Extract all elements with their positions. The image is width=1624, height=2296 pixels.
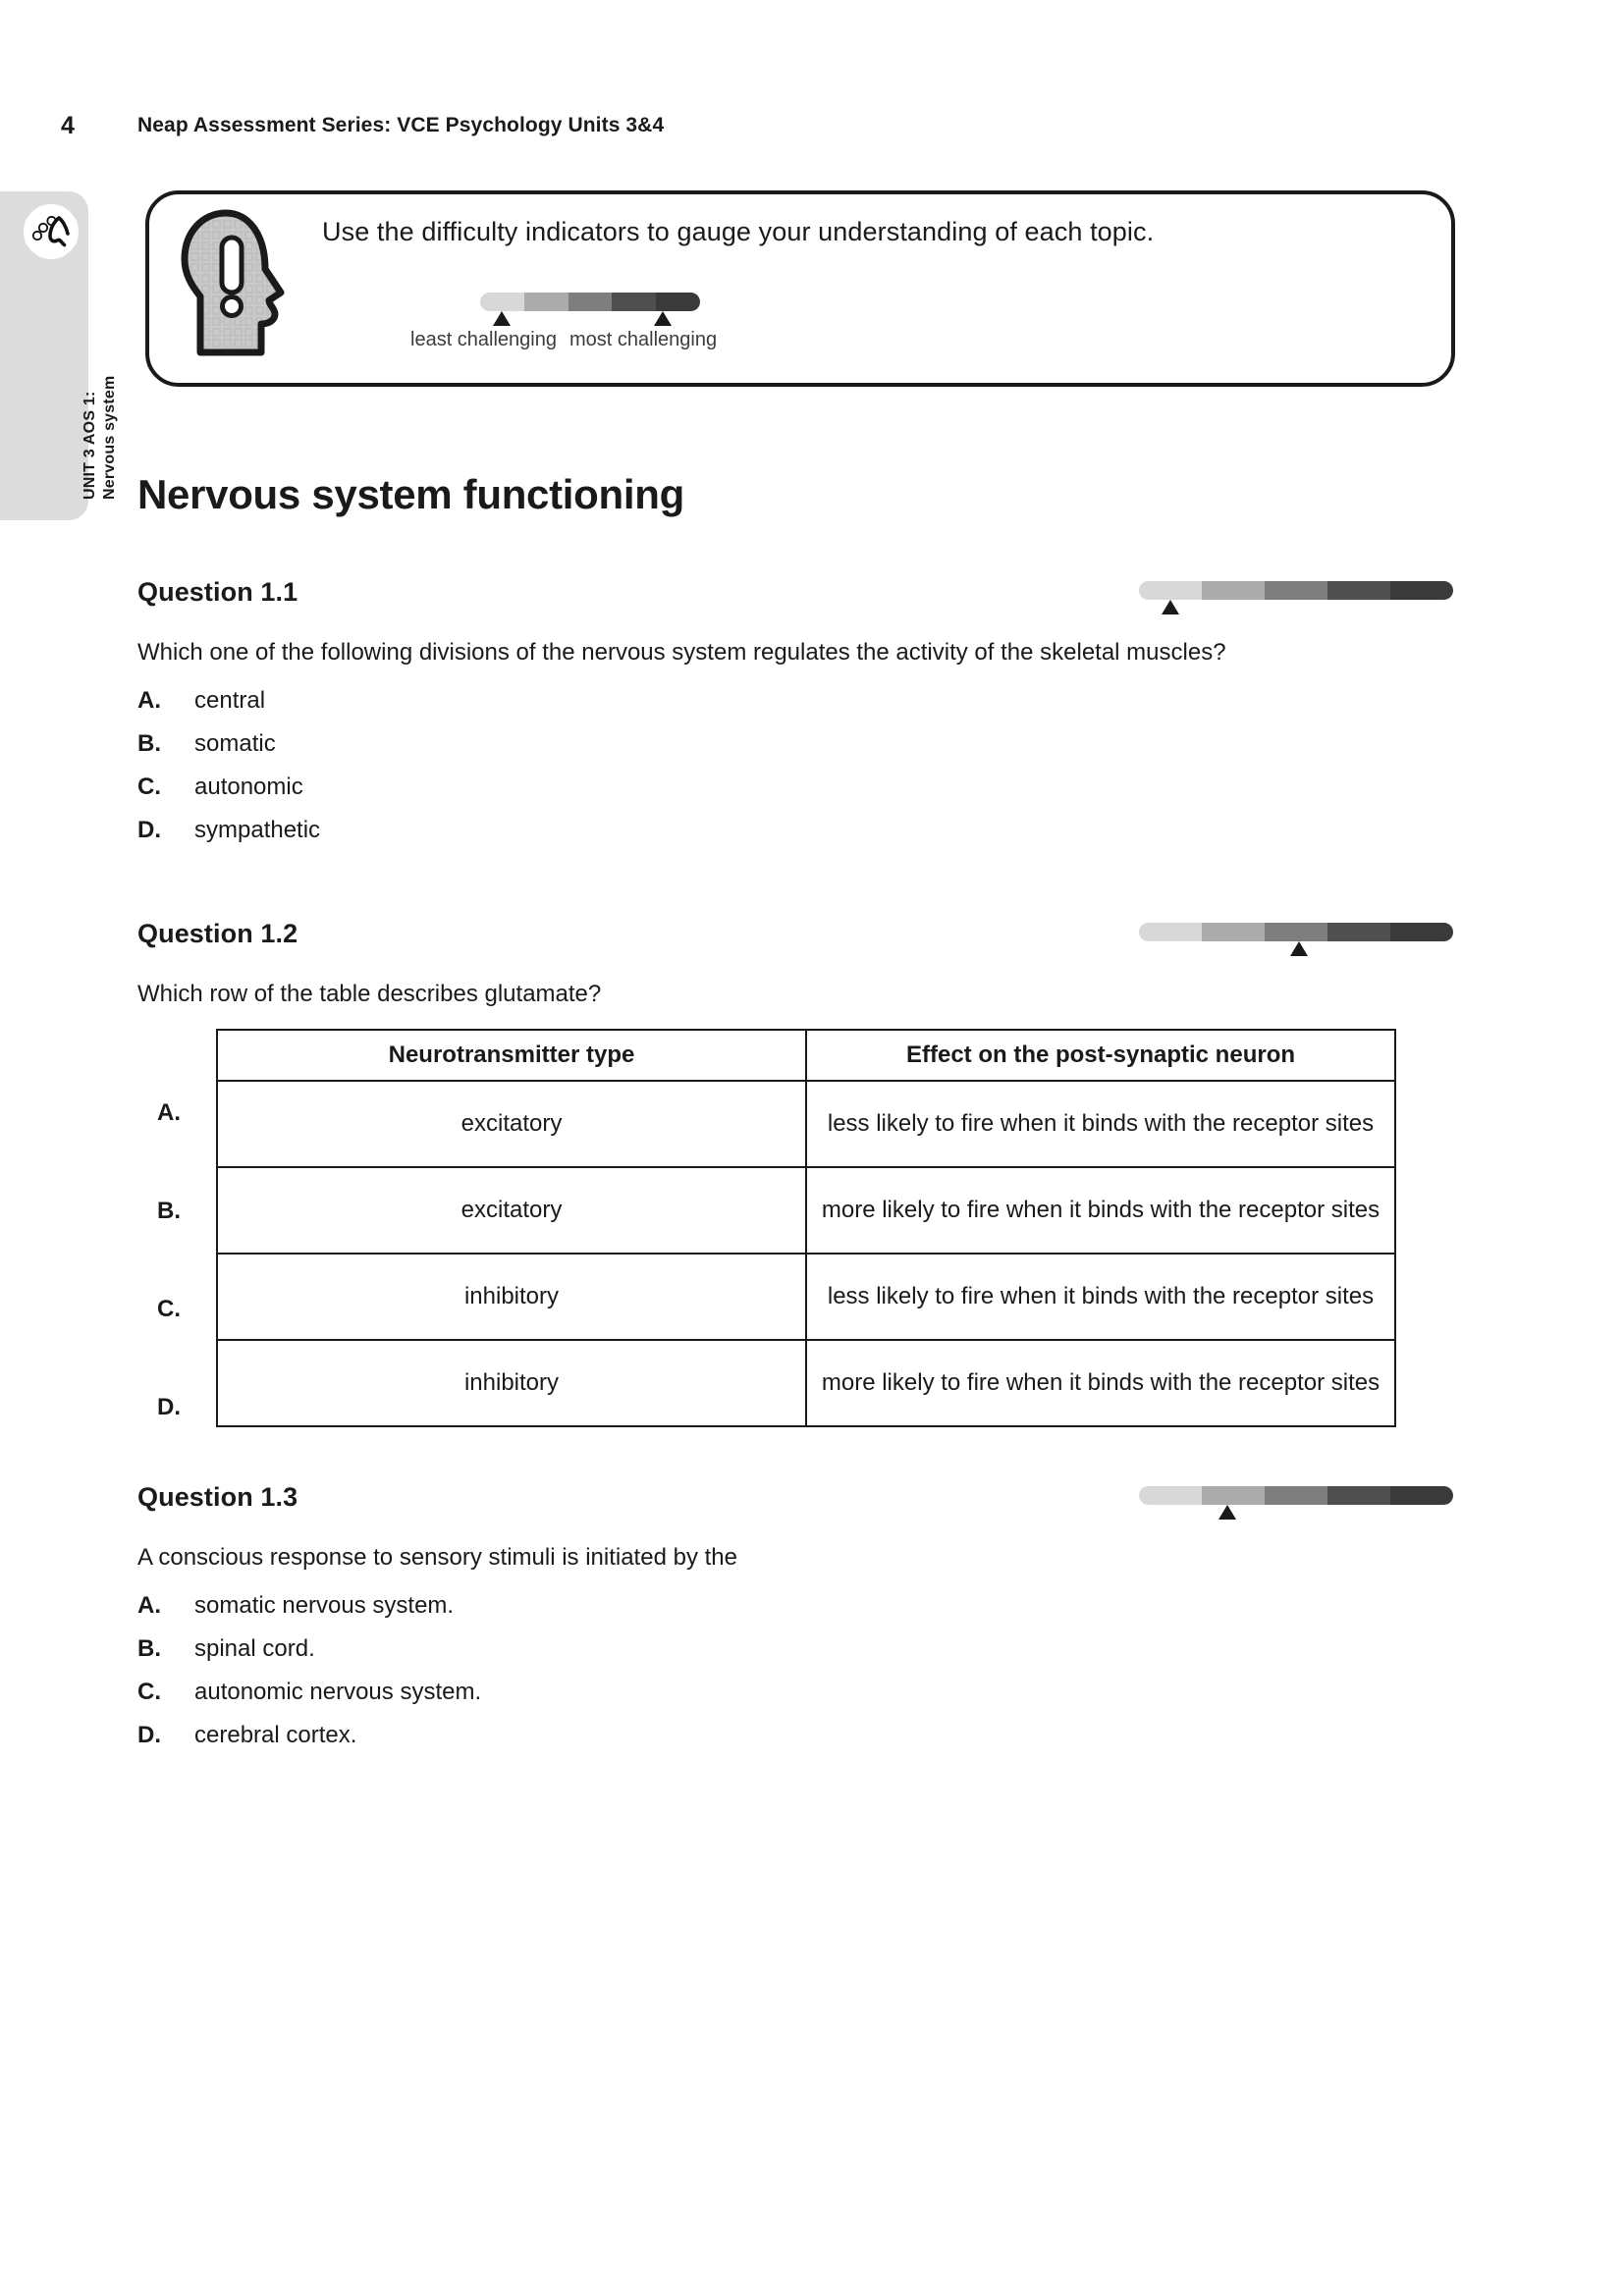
legend-segment-2 [524,293,568,311]
difficulty-segment-4 [1327,581,1390,600]
neurotransmitter-table-wrap [137,1029,1473,1427]
difficulty-arrow-row-1-3 [1139,1505,1453,1521]
option-item[interactable] [137,1592,1473,1620]
option-item[interactable] [137,1722,1473,1749]
table-cell-type: excitatory [217,1167,806,1254]
legend-segment-1 [480,293,524,311]
difficulty-info-text: Use the difficulty indicators to gauge your understanding of each topic. [322,217,1155,246]
option-text: autonomic [194,774,303,801]
difficulty-segment-1 [1139,581,1202,600]
table-column-header: Neurotransmitter type [217,1030,806,1081]
option-item[interactable] [137,687,1473,715]
table-row[interactable] [217,1167,1395,1254]
difficulty-marker-arrow-icon [1290,941,1308,956]
table-column-header: Effect on the post-synaptic neuron [806,1030,1395,1081]
difficulty-arrow-row-1-1 [1139,600,1453,615]
option-text: autonomic nervous system. [194,1679,482,1706]
difficulty-indicator-1-2 [1139,923,1453,957]
side-tab-line-2: Nervous system [101,375,118,500]
legend-segment-4 [612,293,656,311]
option-letter: A. [137,687,161,715]
nose-smell-icon [24,204,79,259]
option-item[interactable] [137,1635,1473,1663]
table-cell-effect: less likely to fire when it binds with the receptor sites [806,1081,1395,1167]
option-letter: A. [137,1592,161,1620]
neurotransmitter-table [216,1029,1396,1427]
difficulty-indicator-1-3 [1139,1486,1453,1521]
question-title-1-2: Question 1.2 [137,919,298,949]
legend-most-label: most challenging [569,329,718,350]
option-letter: C. [137,1679,161,1706]
question-stem-1-2: Which row of the table describes glutamate? [137,981,602,1008]
difficulty-info-box [145,190,1455,387]
difficulty-segment-3 [1265,1486,1327,1505]
option-text: spinal cord. [194,1635,315,1663]
table-row-label-a: A. [157,1099,181,1127]
option-letter: B. [137,1635,161,1663]
option-letter: D. [137,817,161,844]
option-letter: C. [137,774,161,801]
table-cell-type: inhibitory [217,1254,806,1340]
difficulty-segment-4 [1327,1486,1390,1505]
legend-segment-3 [568,293,613,311]
difficulty-marker-arrow-icon [1162,600,1179,614]
option-item[interactable] [137,1679,1473,1706]
option-text: somatic nervous system. [194,1592,455,1620]
difficulty-segment-5 [1390,581,1453,600]
unit-side-tab [0,191,118,520]
page-header [0,106,1624,145]
table-row[interactable] [217,1340,1395,1426]
difficulty-segment-2 [1202,1486,1265,1505]
table-row-label-b: B. [157,1198,181,1225]
question-header-1-3 [137,1482,1473,1525]
page-number: 4 [61,111,76,139]
option-text: sympathetic [194,817,321,844]
table-cell-effect: less likely to fire when it binds with the receptor sites [806,1254,1395,1340]
table-row-label-d: D. [157,1394,181,1421]
table-cell-type: excitatory [217,1081,806,1167]
difficulty-scale-bar-1-3 [1139,1486,1453,1505]
legend-arrow-row [480,311,700,327]
option-letter: D. [137,1722,161,1749]
question-block-1-1 [137,577,1473,844]
difficulty-segment-1 [1139,1486,1202,1505]
legend-least-label: least challenging [410,329,557,350]
legend-least-arrow-icon [493,311,511,326]
difficulty-segment-3 [1265,581,1327,600]
question-stem-1-1: Which one of the following divisions of the nervous system regulates the activity of the skeletal muscles? [137,639,1226,666]
difficulty-scale-bar-1-1 [1139,581,1453,600]
difficulty-segment-2 [1202,923,1265,941]
main-content [137,471,1473,1765]
option-item[interactable] [137,730,1473,758]
question-header-1-1 [137,577,1473,620]
question-stem-1-3: A conscious response to sensory stimuli is initiated by the [137,1544,737,1572]
question-header-1-2 [137,919,1473,962]
page-title: Nervous system functioning [137,471,684,517]
option-text: cerebral cortex. [194,1722,357,1749]
difficulty-segment-5 [1390,1486,1453,1505]
section-spacer [137,1437,1473,1482]
question-block-1-3 [137,1482,1473,1749]
option-list-1-3 [137,1592,1473,1749]
page-header-title: Neap Assessment Series: VCE Psychology Units 3&4 [137,114,665,136]
table-cell-effect: more likely to fire when it binds with the receptor sites [806,1167,1395,1254]
table-cell-type: inhibitory [217,1340,806,1426]
difficulty-segment-1 [1139,923,1202,941]
question-block-1-2 [137,919,1473,1427]
unit-side-tab-label [73,278,128,500]
legend-scale-bar [480,293,700,311]
side-tab-line-1: UNIT 3 AOS 1: [81,391,98,500]
difficulty-legend [410,293,718,358]
option-item[interactable] [137,774,1473,801]
table-row[interactable] [217,1254,1395,1340]
question-title-1-3: Question 1.3 [137,1482,298,1513]
table-row-label-c: C. [157,1296,181,1323]
difficulty-segment-3 [1265,923,1327,941]
option-letter: B. [137,730,161,758]
table-row[interactable] [217,1081,1395,1167]
difficulty-indicator-1-1 [1139,581,1453,615]
legend-labels [410,329,718,358]
option-item[interactable] [137,817,1473,844]
option-list-1-1 [137,687,1473,844]
legend-most-arrow-icon [654,311,672,326]
question-title-1-1: Question 1.1 [137,577,298,607]
difficulty-segment-4 [1327,923,1390,941]
section-spacer [137,860,1473,919]
option-text: somatic [194,730,276,758]
option-text: central [194,687,266,715]
head-exclamation-icon [179,208,287,357]
legend-segment-5 [656,293,700,311]
difficulty-segment-5 [1390,923,1453,941]
difficulty-arrow-row-1-2 [1139,941,1453,957]
table-cell-effect: more likely to fire when it binds with the receptor sites [806,1340,1395,1426]
difficulty-segment-2 [1202,581,1265,600]
table-header-row [217,1030,1395,1081]
difficulty-marker-arrow-icon [1218,1505,1236,1520]
difficulty-scale-bar-1-2 [1139,923,1453,941]
